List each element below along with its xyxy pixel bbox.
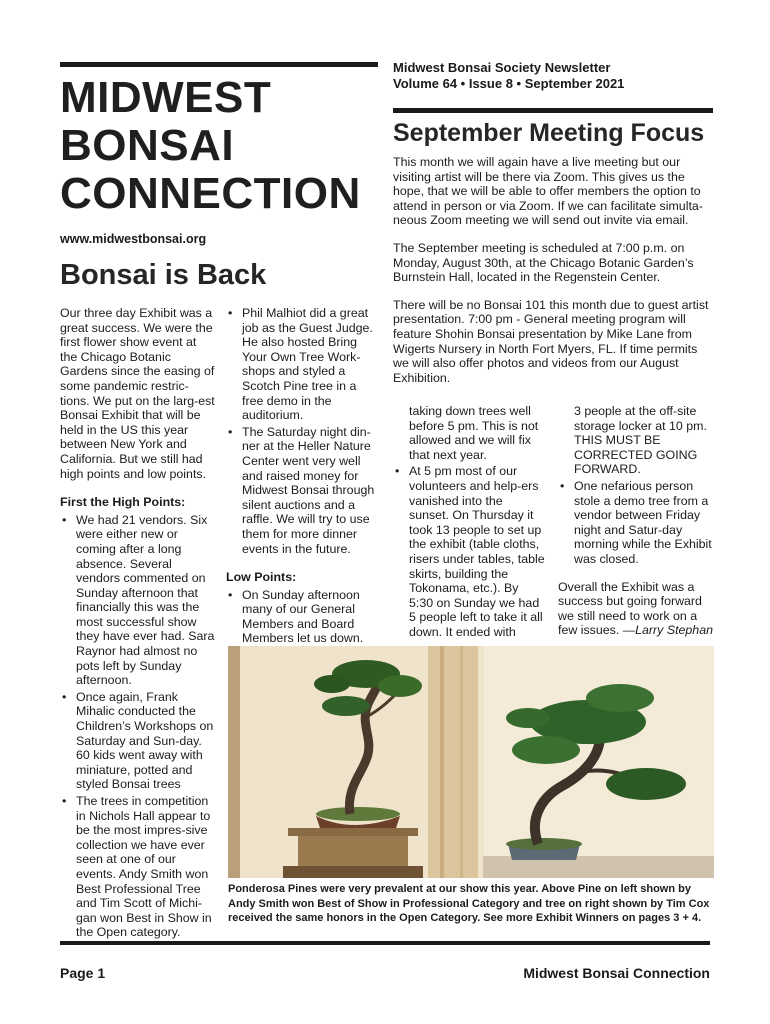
low-points-list-continued <box>558 479 714 567</box>
article-closing <box>558 580 714 638</box>
foliage-left <box>322 696 370 716</box>
meeting-paragraph: There will be no Bonsai 101 this month due to guest artist presentation. 7:00 pm - General meeting program will feature Shohin Bonsai presentation by Mike Lane from Wigerts Nursery in North Fort Myers, FL. If time permits we will also offer photos and videos from our August Exhibition. <box>393 297 709 385</box>
newsletter-info <box>393 60 713 92</box>
masthead-rule <box>60 62 378 67</box>
continued-text: taking down trees well before 5 pm. This is not allowed and we will fix that next year. <box>409 404 539 462</box>
list-item: • At 5 pm most of our volunteers and help-ers vanished into the sunset. On Thursday it took 13 people to set up the exhibit (table cloths, risers under tables, table skirts, building the Tokonama, etc.). By 5:30 on Sunday we had 5 people left to take it all down. It ended with <box>393 464 545 639</box>
masthead-title-line: BONSAI <box>60 121 235 170</box>
article-heading: Bonsai is Back <box>60 259 267 291</box>
foliage-left <box>378 675 422 697</box>
article-column-1 <box>60 306 215 940</box>
article-column-4 <box>558 404 714 638</box>
publication-name: Midwest Bonsai Connection <box>523 965 710 981</box>
bonsai-photo <box>228 646 714 878</box>
article-intro: Our three day Exhibit was a great success. We were the first flower show event at the Chicago Botanic Gardens since the easing of some pandemic restric-tions. We put on the larg-est Bonsai Exhibit that will be held in the US this year between New York and California. But we still had high points and low points. <box>60 306 215 481</box>
meeting-paragraph: This month we will again have a live meeting but our visiting artist will be there via Zoom. This gives us the hope, that we will be able to offer members the option to attend in person or via Zoom. If we can facilitate simulta-neous Zoom meeting we will send out invite via email. <box>393 155 703 228</box>
continued-text: 3 people at the off-site storage locker at 10 pm. THIS MUST BE CORRECTED GOING FORWARD. <box>574 404 707 477</box>
wood-panel-line <box>440 646 444 878</box>
footer-rule <box>60 941 710 945</box>
list-item: • We had 21 vendors. Six were either new or coming after a long absence. Several vendors commented on Sunday afternoon that financially this was the most successful show they have ever had. Sara Raynor had almost no pots left by Sunday afternoon. <box>60 513 215 688</box>
bonsai-photo-illustration <box>228 646 714 878</box>
list-item: • Phil Malhiot did a great job as the Guest Judge. He also hosted Bring Your Own Tree Work-shops and styled a Scotch Pine tree in a free demo in the auditorium. <box>226 306 381 423</box>
list-item: • Once again, Frank Mihalic conducted the Children’s Workshops on Saturday and Sun-day. 60 kids went away with miniature, potted and styled Bonsai trees <box>60 690 215 792</box>
author-signature: —Larry Stephan <box>622 623 713 638</box>
photo-edge <box>228 646 240 878</box>
meeting-paragraph: The September meeting is scheduled at 7:00 p.m. on Monday, August 30th, at the Chicago Botanic Garden’s Burnstein Hall, located in the Regenstein Center. <box>393 240 694 285</box>
article-column-2 <box>226 306 381 661</box>
list-item: • The Saturday night din-ner at the Heller Nature Center went very well and raised money for Midwest Bonsai through silent auctions and a raffle. We will try to use them for more dinner events in the future. <box>226 425 381 556</box>
photo-caption: Ponderosa Pines were very prevalent at our show this year. Above Pine on left shown by Andy Smith won Best of Show in Professional Category and tree on right shown by Tim Cox received the same honors in the Open Category. See more Exhibit Winners on pages 3 + 4. <box>228 883 710 924</box>
page-number: Page 1 <box>60 965 106 981</box>
list-item: • On Sunday afternoon many of our General Members and Board Members let us down. <box>226 588 381 661</box>
foliage-left <box>314 675 350 693</box>
newsletter-name: Midwest Bonsai Society Newsletter <box>393 60 611 75</box>
meeting-body <box>393 155 713 385</box>
moss-left <box>316 807 400 821</box>
website-url[interactable]: www.midwestbonsai.org <box>60 232 207 246</box>
foliage-right <box>512 736 580 764</box>
meeting-rule <box>393 108 713 113</box>
article-column-3 <box>393 404 545 640</box>
masthead-title-line: MIDWEST <box>60 73 272 122</box>
masthead-title-line: CONNECTION <box>60 169 361 218</box>
display-stand-base <box>283 866 423 878</box>
low-points-heading: Low Points: <box>226 570 297 585</box>
high-points-heading: First the High Points: <box>60 495 186 510</box>
closing-text: Overall the Exhibit was a success but going forward we still need to work on a few issues. <box>558 579 702 638</box>
foliage-right <box>506 708 550 728</box>
issue-info: Volume 64 • Issue 8 • September 2021 <box>393 76 625 91</box>
low-points-list-continued <box>393 464 545 639</box>
masthead-title <box>60 74 380 218</box>
display-stand-top <box>288 828 418 836</box>
moss-right <box>506 838 582 850</box>
foliage-right <box>606 768 686 800</box>
wood-panel <box>428 646 478 878</box>
foliage-right <box>586 684 654 712</box>
meeting-heading: September Meeting Focus <box>393 119 705 147</box>
list-item: • The trees in competition in Nichols Hall appear to be the most impres-sive collection we have ever seen at one of our events. Andy Smith won Best Professional Tree and Tim Scott of Michi-gan won Best in Show in the Open category. <box>60 794 215 940</box>
high-points-list-continued <box>226 306 381 556</box>
display-stand <box>298 836 408 866</box>
wood-panel-line <box>460 646 463 878</box>
high-points-list <box>60 513 215 940</box>
list-item: • One nefarious person stole a demo tree from a vendor between Friday night and Satur-day morning while the Exhibit was closed. <box>558 479 714 567</box>
